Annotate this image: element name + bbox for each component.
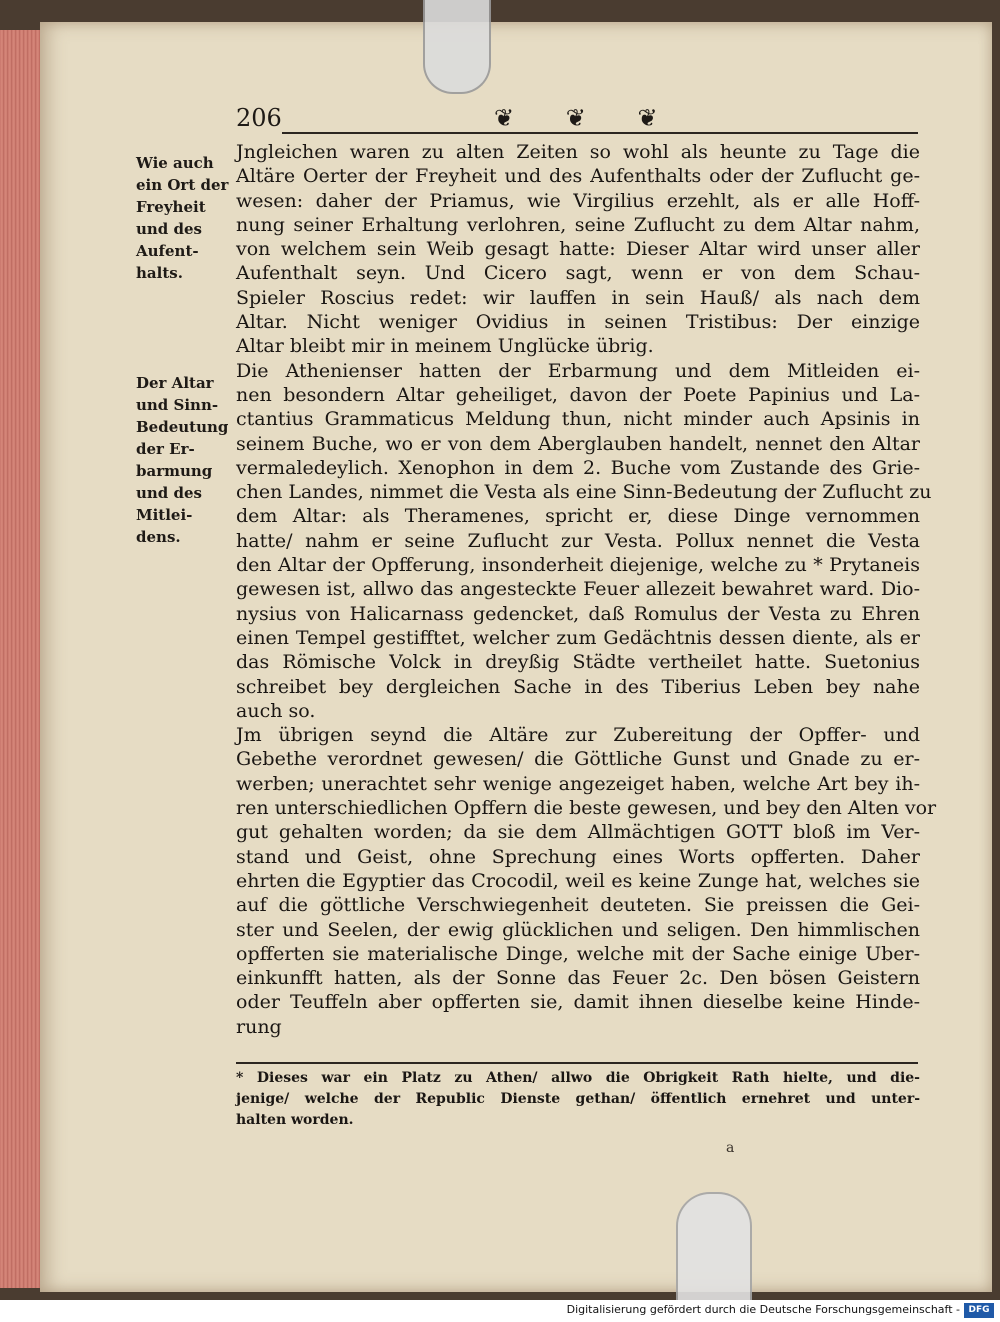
dfg-logo: DFG	[964, 1303, 994, 1318]
page-edges	[0, 30, 42, 1288]
bottom-page-clip	[676, 1192, 752, 1302]
text-line: seinem Buche, wo er von dem Aberglauben handelt, nennet den Altar	[236, 432, 920, 455]
text-line: Altar. Nicht weniger Ovidius in seinen Tristibus: Der einzige	[236, 311, 920, 334]
text-line: auch so.	[236, 699, 316, 722]
text-line: oder Teuffeln aber opfferten sie, damit ihnen dieselbe keine Hinde-	[236, 991, 920, 1014]
text-line: einen Tempel gestifftet, welcher zum Gedächtnis dessen diente, als er	[236, 626, 920, 649]
page-number: 206	[236, 104, 282, 132]
text-line: opfferten sie materialische Dinge, welche mit der Sache einige Uber-	[236, 942, 920, 965]
text-line: dem Altar: als Theramenes, spricht er, diese Dinge vernommen	[236, 505, 920, 528]
text-line: wesen: daher der Priamus, wie Virgilius erzehlt, als er alle Hoff-	[236, 189, 920, 212]
signature-mark: a	[726, 1140, 735, 1156]
text-line: von welchem sein Weib gesagt hatte: Dieser Altar wird unser aller	[236, 238, 920, 261]
text-line: Aufenthalt seyn. Und Cicero sagt, wenn er von dem Schau-	[236, 262, 920, 285]
margin-note-line: der Er-	[136, 440, 195, 458]
top-page-clip	[423, 0, 491, 94]
margin-note-line: dens.	[136, 528, 181, 546]
credit-text: Digitalisierung gefördert durch die Deutsche Forschungsgemeinschaft -	[566, 1303, 960, 1316]
text-line: ren unterschiedlichen Opffern die beste gewesen, und bey den Alten vor	[236, 797, 937, 820]
margin-note-line: Der Altar	[136, 374, 214, 392]
text-line: den Altar der Opfferung, insonderheit diejenige, welche zu * Prytaneis	[236, 554, 920, 577]
margin-note-line: Mitlei-	[136, 506, 193, 524]
text-line: gut gehalten worden; da sie dem Allmächtigen GOTT bloß im Ver-	[236, 821, 920, 844]
main-text-block	[236, 140, 937, 1039]
text-line: rung	[236, 1015, 282, 1038]
header-ornaments: ❦ ❦ ❦	[494, 104, 680, 132]
footnote-rule	[236, 1062, 918, 1064]
text-line: halten worden.	[236, 1112, 354, 1128]
text-line: Altar bleibt mir in meinem Unglücke übrig.	[236, 335, 654, 358]
text-line: gewesen ist, allwo das angesteckte Feuer allezeit bewahret ward. Dio-	[236, 578, 920, 601]
text-line: das Römische Volck in dreyßig Städte vertheilet hatte. Suetonius	[236, 651, 920, 674]
text-line: nung seiner Erhaltung verlohren, seine Zuflucht zu dem Altar nahm,	[236, 213, 920, 236]
page-header	[236, 104, 920, 134]
text-line: ctantius Grammaticus Meldung thun, nicht minder auch Apsinis in	[236, 408, 920, 431]
text-line: stand und Geist, ohne Sprechung eines Worts opfferten. Daher	[236, 845, 920, 868]
margin-note-line: Freyheit	[136, 198, 206, 216]
text-line: * Dieses war ein Platz zu Athen/ allwo die Obrigkeit Rath hielte, und die-	[236, 1070, 920, 1086]
margin-note-line: und Sinn-	[136, 396, 219, 414]
margin-note-line: halts.	[136, 264, 183, 282]
margin-note-line: Aufent-	[136, 242, 199, 260]
text-line: Die Athenienser hatten der Erbarmung und dem Mitleiden ei-	[236, 359, 920, 382]
text-line: nysius von Halicarnass gedencket, daß Romulus der Vesta zu Ehren	[236, 602, 920, 625]
text-line: vermaledeylich. Xenophon in dem 2. Buche vom Zustande des Grie-	[236, 456, 920, 479]
margin-note-line: Bedeutung	[136, 418, 229, 436]
text-line: werben; unerachtet sehr wenige angezeiget haben, welche Art bey ih-	[236, 772, 920, 795]
margin-note-line: ein Ort der	[136, 176, 229, 194]
text-line: Gebethe verordnet gewesen/ die Göttliche Gunst und Gnade zu er-	[236, 748, 920, 771]
text-line: nen besondern Altar geheiliget, davon der Poete Papinius und La-	[236, 383, 920, 406]
text-line: chen Landes, nimmet die Vesta als eine Sinn-Bedeutung der Zuflucht zu	[236, 481, 932, 504]
text-line: Jngleichen waren zu alten Zeiten so wohl als heunte zu Tage die	[236, 141, 920, 163]
credit-bar	[0, 1300, 1000, 1322]
text-line: ster und Seelen, der ewig glücklichen und seligen. Den himmlischen	[236, 918, 920, 941]
margin-note-line: barmung	[136, 462, 213, 480]
text-line: schreibet bey dergleichen Sache in des Tiberius Leben bey nahe	[236, 675, 920, 698]
margin-note-line: und des	[136, 484, 202, 502]
margin-note-freedom	[136, 152, 234, 284]
margin-note-mercy-altar	[136, 372, 234, 548]
margin-note-line: Wie auch	[136, 154, 214, 172]
text-line: Jm übrigen seynd die Altäre zur Zubereitung der Opffer- und	[236, 724, 920, 747]
header-rule	[282, 132, 918, 134]
text-line: hatte/ nahm er seine Zuflucht zur Vesta. Pollux nennet die Vesta	[236, 529, 920, 552]
text-line: jenige/ welche der Republic Dienste gethan/ öffentlich ernehret und unter-	[236, 1091, 920, 1107]
text-line: ehrten die Egyptier das Crocodil, weil es keine Zunge hat, welches sie	[236, 869, 920, 892]
text-line: einkunfft hatten, als der Sonne das Feuer 2c. Den bösen Geistern	[236, 967, 920, 990]
margin-note-line: und des	[136, 220, 202, 238]
footnote	[236, 1068, 920, 1131]
text-line: Spieler Roscius redet: wir lauffen in sein Hauß/ als nach dem	[236, 286, 920, 309]
text-line: auf die göttliche Verschwiegenheit deuteten. Sie preissen die Gei-	[236, 894, 920, 917]
text-line: Altäre Oerter der Freyheit und des Aufenthalts oder der Zuflucht ge-	[236, 165, 920, 188]
